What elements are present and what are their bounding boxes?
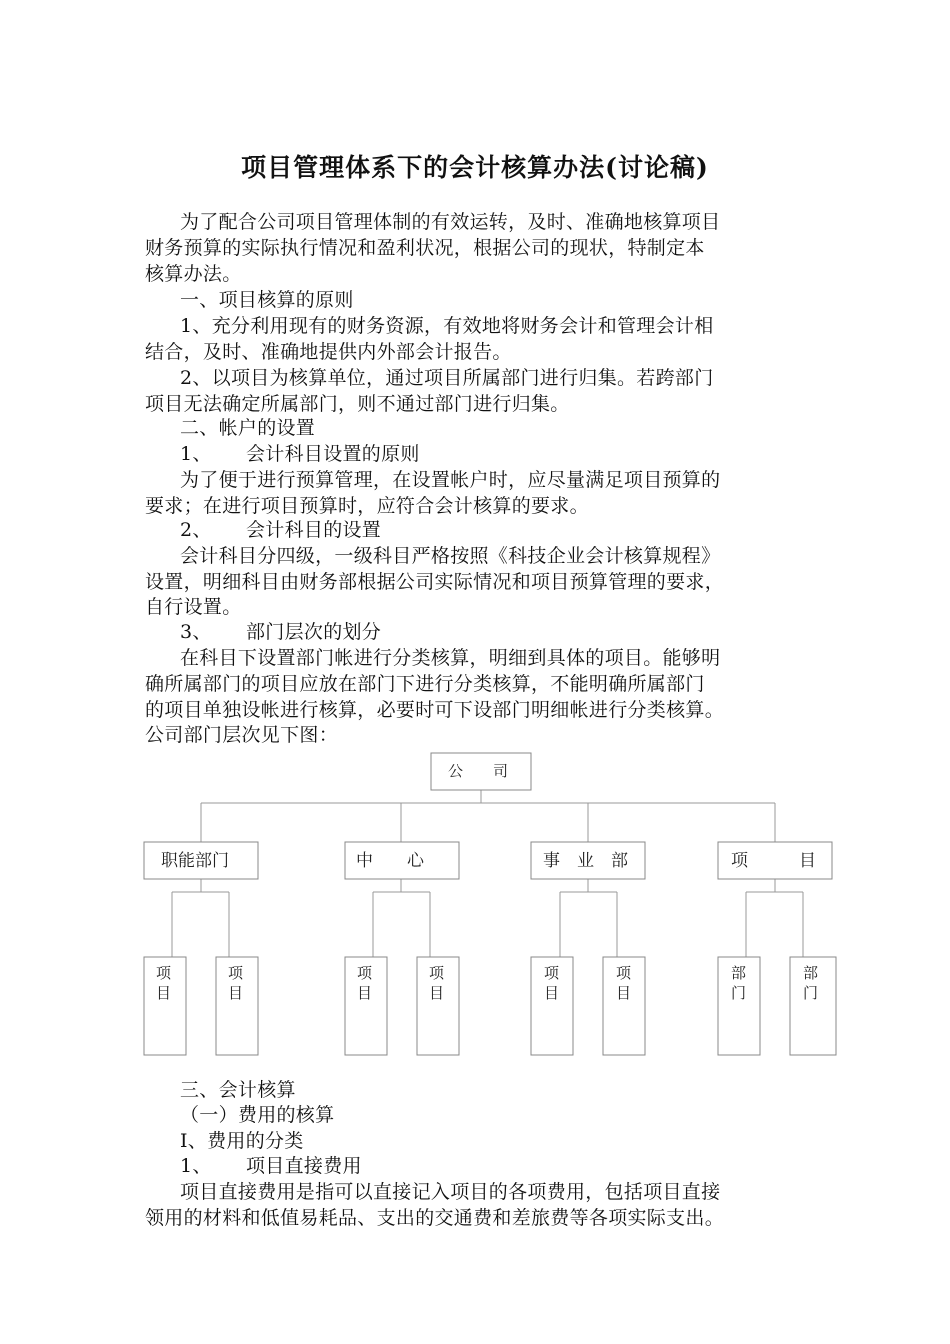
org-root-label: 公 司 (448, 762, 509, 780)
s2-i2-line-1: 会计科目分四级，一级科目严格按照《科技企业会计核算规程》 (180, 545, 721, 567)
s2-item-2-title: 会计科目的设置 (246, 519, 382, 541)
s2-i3-line-3: 的项目单独设帐进行核算，必要时可下设部门明细帐进行分类核算。 (145, 699, 725, 721)
s2-item-1-title: 会计科目设置的原则 (246, 443, 420, 465)
s1-p1-line-1: 1、充分利用现有的财务资源，有效地将财务会计和管理会计相 (180, 315, 714, 337)
org-branch-label: 项 目 (731, 851, 816, 871)
section-1-heading: 一、项目核算的原则 (180, 289, 354, 311)
s2-item-3-title: 部门层次的划分 (246, 621, 382, 643)
s2-i3-line-1: 在科目下设置部门帐进行分类核算，明细到具体的项目。能够明 (180, 647, 721, 669)
s2-i2-line-2: 设置，明细科目由财务部根据公司实际情况和项目预算管理的要求， (145, 571, 725, 593)
s2-i3-line-2: 确所属部门的项目应放在部门下进行分类核算，不能明确所属部门 (145, 673, 705, 695)
s3-subheading: （一）费用的核算 (180, 1104, 335, 1126)
s3-item-1-number: 1、 (180, 1155, 212, 1177)
intro-line-3: 核算办法。 (145, 263, 242, 285)
section-3-heading: 三、会计核算 (180, 1079, 296, 1101)
intro-line-1: 为了配合公司项目管理体制的有效运转，及时、准确地核算项目 (180, 211, 721, 233)
org-leaf-label: 项目 (228, 964, 244, 1002)
org-leaf-label: 项目 (429, 964, 445, 1002)
s1-p2-line-2: 项目无法确定所属部门，则不通过部门进行归集。 (145, 393, 570, 415)
org-leaf-label: 项目 (544, 964, 560, 1002)
org-leaf-label: 项目 (156, 964, 172, 1002)
org-leaf-label: 项目 (357, 964, 373, 1002)
s2-item-3-number: 3、 (180, 621, 212, 643)
s3-item-1-title: 项目直接费用 (246, 1155, 362, 1177)
s2-i1-line-2: 要求；在进行项目预算时，应符合会计核算的要求。 (145, 495, 589, 517)
intro-line-2: 财务预算的实际执行情况和盈利状况，根据公司的现状，特制定本 (145, 237, 705, 259)
s2-i1-line-1: 为了便于进行预算管理，在设置帐户时，应尽量满足项目预算的 (180, 469, 721, 491)
org-leaf-label: 部门 (803, 964, 819, 1002)
s2-item-2-number: 2、 (180, 519, 212, 541)
s3-classification: Ⅰ、费用的分类 (180, 1130, 304, 1152)
org-branch-label: 中 心 (356, 851, 424, 871)
s2-i2-line-3: 自行设置。 (145, 596, 242, 618)
org-branch-label: 事 业 部 (543, 851, 628, 871)
s2-item-1-number: 1、 (180, 443, 212, 465)
org-leaf-label: 部门 (731, 964, 747, 1002)
org-branch-label: 职能部门 (161, 851, 229, 871)
s3-item-1-heading (180, 1151, 362, 1178)
document-title: 项目管理体系下的会计核算办法(讨论稿) (241, 153, 709, 182)
s2-i3-line-4: 公司部门层次见下图： (145, 724, 339, 746)
s3-body-line-2: 领用的材料和低值易耗品、支出的交通费和差旅费等各项实际支出。 (145, 1207, 725, 1229)
s1-p1-line-2: 结合，及时、准确地提供内外部会计报告。 (145, 341, 512, 363)
section-2-heading: 二、帐户的设置 (180, 417, 316, 439)
s3-body-line-1: 项目直接费用是指可以直接记入项目的各项费用，包括项目直接 (180, 1181, 721, 1203)
s1-p2-line-1: 2、以项目为核算单位，通过项目所属部门进行归集。若跨部门 (180, 367, 714, 389)
org-leaf-label: 项目 (616, 964, 632, 1002)
